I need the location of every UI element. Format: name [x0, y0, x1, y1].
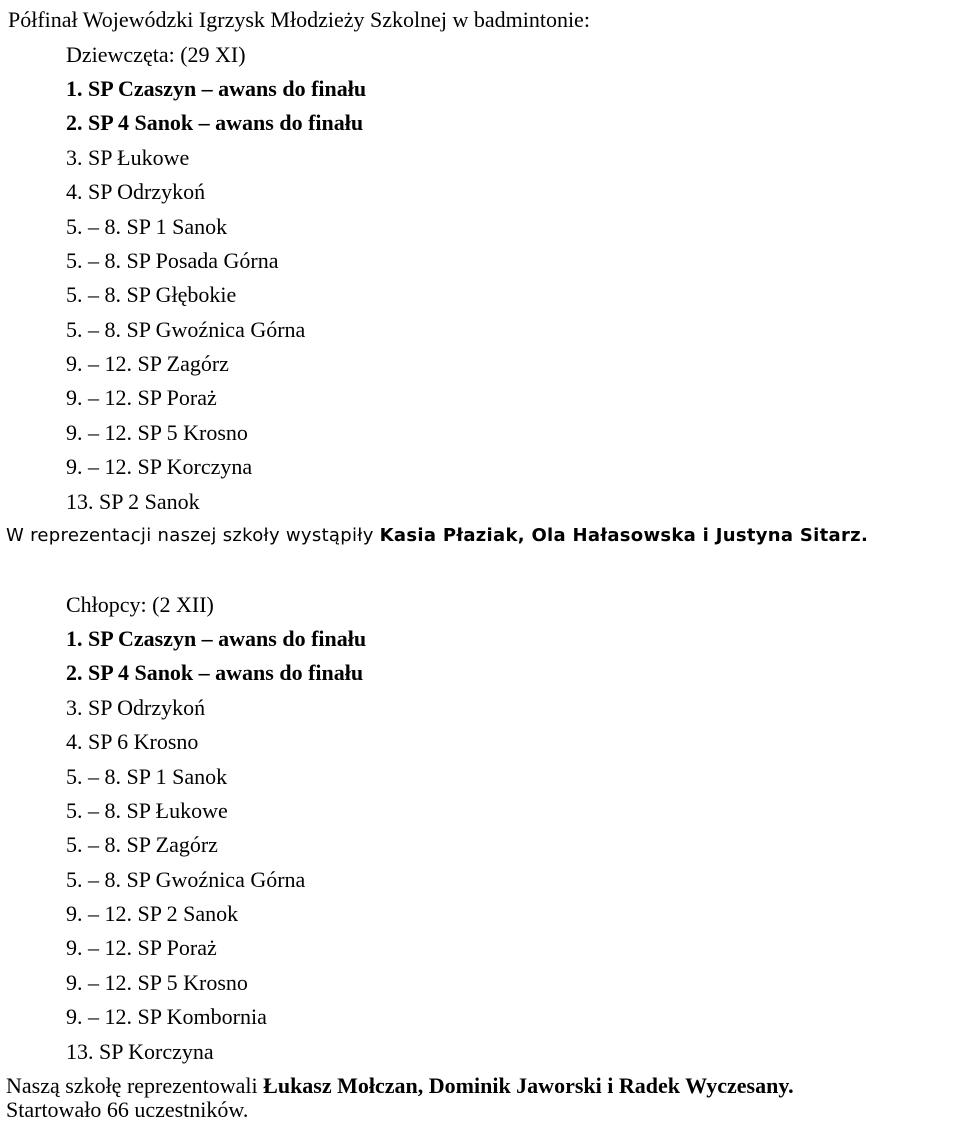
- girls-result-7: 5. – 8. SP Głębokie: [66, 282, 237, 307]
- boys-representation-names: Łukasz Mołczan, Dominik Jaworski i Radek Wyczesany.: [263, 1073, 794, 1098]
- girls-representation-names: Kasia Płaziak, Ola Hałasowska i Justyna Sitarz.: [379, 525, 869, 546]
- girls-heading: Dziewczęta: (29 XI): [66, 42, 246, 67]
- boys-result-9: 9. – 12. SP 2 Sanok: [66, 901, 239, 926]
- girls-result-1: 1. SP Czaszyn – awans do finału: [66, 76, 367, 101]
- girls-result-6: 5. – 8. SP Posada Górna: [66, 248, 279, 273]
- girls-representation-prefix: W reprezentacji naszej szkoły wystąpiły: [6, 525, 380, 546]
- girls-representation: [6, 522, 868, 550]
- girls-result-2: 2. SP 4 Sanok – awans do finału: [66, 110, 364, 135]
- boys-result-13: 13. SP Korczyna: [66, 1039, 214, 1064]
- girls-result-11: 9. – 12. SP 5 Krosno: [66, 420, 248, 445]
- boys-result-11: 9. – 12. SP 5 Krosno: [66, 970, 248, 995]
- girls-result-13: 13. SP 2 Sanok: [66, 489, 200, 514]
- boys-result-4: 4. SP 6 Krosno: [66, 729, 199, 754]
- boys-heading: Chłopcy: (2 XII): [66, 592, 214, 617]
- boys-result-8: 5. – 8. SP Gwoźnica Górna: [66, 867, 306, 892]
- participants-count: Startowało 66 uczestników.: [6, 1097, 249, 1122]
- page-title: Półfinał Wojewódzki Igrzysk Młodzieży Szkolnej w badmintonie:: [8, 7, 590, 32]
- girls-result-5: 5. – 8. SP 1 Sanok: [66, 214, 228, 239]
- boys-result-1: 1. SP Czaszyn – awans do finału: [66, 626, 367, 651]
- boys-result-6: 5. – 8. SP Łukowe: [66, 798, 228, 823]
- girls-result-8: 5. – 8. SP Gwoźnica Górna: [66, 317, 306, 342]
- boys-representation-prefix: Naszą szkołę reprezentowali: [6, 1073, 264, 1098]
- boys-result-10: 9. – 12. SP Poraż: [66, 935, 217, 960]
- girls-result-4: 4. SP Odrzykoń: [66, 179, 206, 204]
- girls-result-10: 9. – 12. SP Poraż: [66, 385, 217, 410]
- girls-result-9: 9. – 12. SP Zagórz: [66, 351, 229, 376]
- boys-result-7: 5. – 8. SP Zagórz: [66, 832, 218, 857]
- boys-result-12: 9. – 12. SP Kombornia: [66, 1004, 267, 1029]
- boys-result-5: 5. – 8. SP 1 Sanok: [66, 764, 228, 789]
- girls-result-12: 9. – 12. SP Korczyna: [66, 454, 253, 479]
- girls-result-3: 3. SP Łukowe: [66, 145, 190, 170]
- boys-result-3: 3. SP Odrzykoń: [66, 695, 206, 720]
- boys-result-2: 2. SP 4 Sanok – awans do finału: [66, 660, 364, 685]
